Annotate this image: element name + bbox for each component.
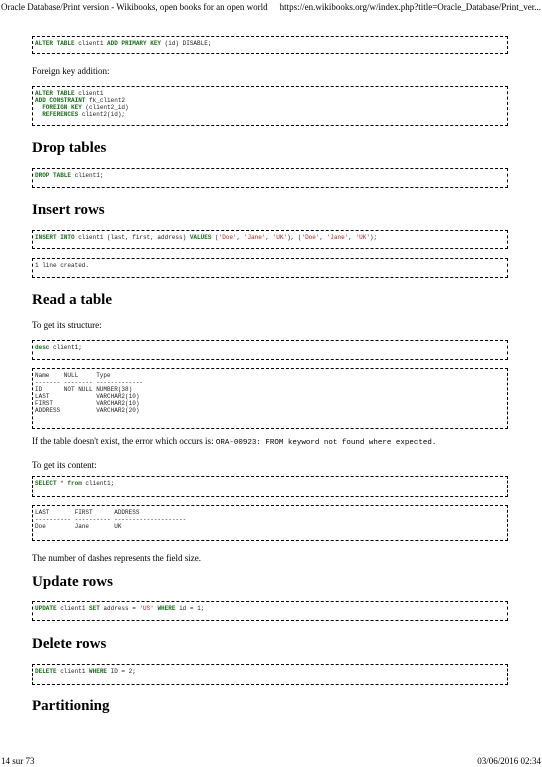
code-block-primary-key [32, 36, 508, 54]
code-text: client1 [56, 605, 90, 612]
code-text: (id) DISABLE; [161, 40, 212, 47]
string-literal: 'US' [139, 605, 154, 612]
code-block-select [32, 476, 508, 497]
paragraph-error [32, 436, 436, 449]
code-text: fk_client2 [85, 97, 126, 104]
keyword: DROP TABLE [35, 172, 72, 179]
error-code: ORA-00923: FROM keyword not found where expected. [215, 439, 437, 447]
header-url: https://en.wikibooks.org/w/index.php?title=Oracle_Database/Print_ver... [279, 2, 541, 12]
code-text: client1; [81, 480, 115, 487]
string-literal: 'UK' [355, 234, 370, 241]
keyword: from [67, 480, 82, 487]
heading-insert-rows: Insert rows [32, 202, 105, 218]
code-text: client1 [74, 90, 104, 97]
keyword: UPDATE [35, 605, 57, 612]
code-text: * [56, 480, 68, 487]
code-block-foreign-key [32, 86, 508, 126]
string-literal: 'Doe' [301, 234, 320, 241]
keyword: ADD PRIMARY KEY [107, 40, 162, 47]
heading-update-rows: Update rows [32, 574, 113, 590]
paragraph-foreign-key: Foreign key addition: [32, 66, 110, 76]
keyword: REFERENCES [35, 111, 79, 118]
code-block-select-output: LAST FIRST ADDRESS ---------- ---------- -------------------- Doe Jane UK [32, 505, 508, 541]
code-block-update [32, 601, 508, 621]
code-text: ); [369, 234, 378, 241]
code-text: , [265, 234, 273, 241]
string-literal: 'Jane' [243, 234, 266, 241]
code-text: client1; [71, 172, 104, 179]
code-text: , [348, 234, 356, 241]
code-block-insert-result: 1 line created. [32, 258, 508, 278]
code-text: ID = 2; [107, 668, 136, 675]
code-text: ), ( [287, 234, 302, 241]
print-timestamp: 03/06/2016 02:34 [477, 756, 541, 766]
code-text: id = 1; [175, 605, 205, 612]
string-literal: 'UK' [272, 234, 288, 241]
error-intro: If the table doesn't exist, the error which occurs is: [32, 436, 216, 446]
header-title: Oracle Database/Print version - Wikibooks, open books for an open world [1, 2, 268, 12]
code-block-insert [32, 230, 508, 249]
code-text: client1 [74, 40, 108, 47]
paragraph-dashes: The number of dashes represents the field size. [32, 553, 201, 563]
code-block-desc [32, 340, 508, 360]
code-text: ( [211, 234, 219, 241]
keyword: WHERE [157, 605, 176, 612]
code-block-delete [32, 664, 508, 685]
heading-drop-tables: Drop tables [32, 140, 107, 156]
page-number: 14 sur 73 [1, 756, 35, 766]
code-block-drop [32, 168, 508, 188]
code-text: (client2_id) [81, 104, 129, 111]
code-text: , [319, 234, 327, 241]
keyword: FOREIGN KEY [35, 104, 82, 111]
code-text: client1 [56, 668, 90, 675]
keyword: DELETE [35, 668, 57, 675]
code-text: client1; [49, 344, 82, 351]
code-text: address = [99, 605, 140, 612]
code-block-desc-output: Name NULL Type ------- -------- ------------- ID NOT NULL NUMBER(38) LAST VARCHAR2(10) FIRST VARCHAR2(10) ADDRESS VARCHAR2(20) [32, 368, 508, 429]
heading-read-table: Read a table [32, 292, 112, 308]
paragraph-structure: To get its structure: [32, 320, 102, 330]
paragraph-content: To get its content: [32, 460, 97, 470]
code-text: , [236, 234, 244, 241]
keyword: INSERT INTO [35, 234, 75, 241]
string-literal: 'Jane' [326, 234, 349, 241]
keyword: ALTER TABLE [35, 40, 75, 47]
heading-delete-rows: Delete rows [32, 636, 107, 652]
keyword: ADD CONSTRAINT [35, 97, 86, 104]
print-footer [1, 755, 541, 767]
keyword: VALUES [189, 234, 212, 241]
keyword: desc [35, 344, 50, 351]
code-text: client2(id); [78, 111, 126, 118]
keyword: WHERE [89, 668, 108, 675]
keyword: SET [89, 605, 100, 612]
keyword: ALTER TABLE [35, 90, 75, 97]
heading-partitioning: Partitioning [32, 698, 110, 714]
code-text: client1 (last, first, address) [74, 234, 190, 241]
print-header [1, 1, 541, 13]
keyword: SELECT [35, 480, 57, 487]
string-literal: 'Doe' [218, 234, 237, 241]
